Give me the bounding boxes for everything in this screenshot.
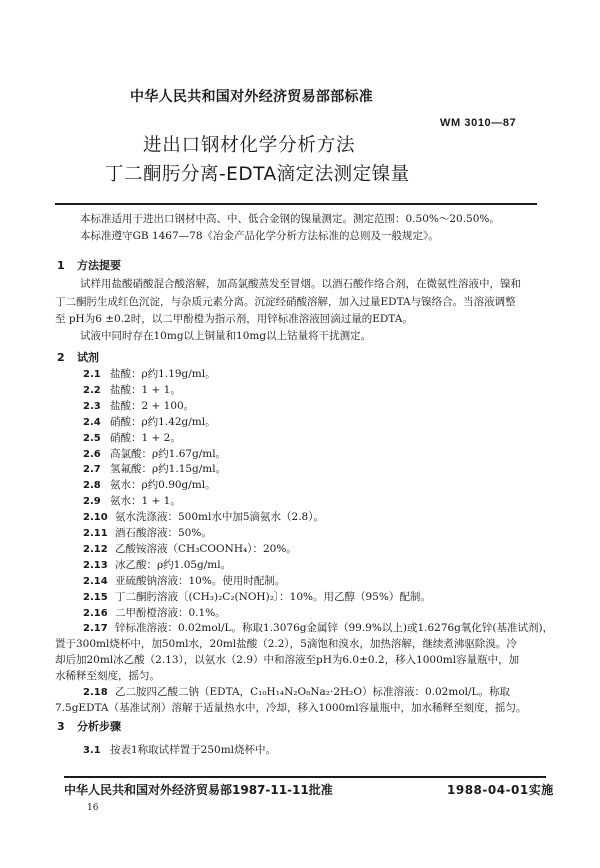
section-1-heading [57, 257, 121, 273]
item-text: 冰乙酸：ρ约1.05g/ml。 [115, 558, 232, 571]
reagent-item [83, 541, 297, 556]
item-text: 酒石酸溶液：50%。 [115, 527, 212, 540]
section-title: 试剂 [77, 351, 99, 364]
item-number: 2.3 [83, 400, 101, 412]
item-number: 2.6 [83, 448, 101, 460]
footer-divider [64, 776, 546, 778]
reagent-item [83, 398, 194, 413]
item-text: 二甲酚橙溶液：0.1%。 [115, 606, 226, 619]
reagent-item-continued: 7.5gEDTA（基准试剂）溶解于适量热水中，冷却，移入1000ml容量瓶中，加水稀释至刻度，摇匀。 [55, 702, 527, 714]
reagent-item-continued: 却后加20ml冰乙酸（2.13），以氨水（2.9）中和溶液至pH为6.0±0.2，移入1000ml容量瓶中，加 [55, 654, 520, 667]
item-number: 2.16 [83, 607, 108, 619]
scope-statement: 本标准适用于进出口钢材中高、中、低合金钢的镍量测定。测定范围：0.50%～20.50%。 [80, 213, 500, 225]
item-text: 乙酸铵溶液（CH₃COONH₄）：20%。 [115, 542, 297, 555]
header-divider [55, 203, 537, 205]
item-text: 丁二酮肟溶液〔(CH₃)₂C₂(NOH)₂〕：10%。用乙醇（95%）配制。 [115, 590, 431, 603]
item-number: 2.4 [83, 416, 101, 428]
reagent-item [83, 430, 181, 445]
item-number: 2.15 [83, 591, 108, 603]
paragraph-line: 试样用盐酸硝酸混合酸溶解，加高氯酸蒸发至冒烟。以酒石酸作络合剂，在微氨性溶液中，镍和 [80, 278, 521, 290]
section-number: 2 [57, 351, 65, 364]
approval-date: 中华人民共和国对外经济贸易部1987-11-11批准 [64, 783, 333, 797]
item-number: 2.11 [83, 528, 108, 540]
paragraph-line: 至 pH为6 ±0.2时，以二甲酚橙为指示剂，用锌标准溶液回滴过量的EDTA。 [55, 313, 413, 325]
item-text: 盐酸：ρ约1.19g/ml。 [110, 368, 216, 380]
item-number: 2.9 [83, 496, 101, 508]
page-number: 16 [87, 803, 99, 813]
reagent-item-continued: 水稀释至刻度，摇匀。 [55, 670, 160, 683]
reagent-item [83, 493, 181, 508]
section-title: 方法提要 [77, 259, 121, 272]
reagent-item [83, 366, 216, 381]
procedure-item [83, 742, 276, 757]
item-text: 盐酸：1 + 1。 [110, 383, 181, 396]
item-number: 2.1 [83, 369, 101, 380]
reagent-item-continued: 置于300ml烧杯中，加50ml水，20ml盐酸（2.2），5滴饱和溴水，加热溶解，继续煮沸驱除溴。冷 [55, 638, 517, 651]
standard-code: WM 3010—87 [440, 117, 517, 129]
effective-date: 1988-04-01实施 [447, 783, 554, 797]
item-text: 硝酸：ρ约1.42g/ml。 [110, 415, 216, 428]
item-text: 氢氟酸：ρ约1.15g/ml。 [110, 463, 227, 476]
reagent-item [83, 573, 285, 588]
item-number: 2.5 [83, 432, 101, 444]
reagent-item [83, 509, 324, 524]
item-text: 乙二胺四乙酸二钠（EDTA，C₁₀H₁₄N₂O₈Na₂·2H₂O）标准溶液：0.02mol/L。称取 [115, 686, 511, 699]
reagent-item [83, 684, 510, 699]
document-title-line1: 进出口钢材化学分析方法 [143, 135, 356, 156]
section-number: 1 [57, 259, 65, 272]
section-title: 分析步骤 [77, 720, 121, 733]
item-text: 氨水：ρ约0.90g/ml。 [110, 479, 216, 492]
paragraph-line: 试液中同时存在10mg以上铜量和10mg以上钴量将干扰测定。 [80, 330, 372, 342]
reagent-item [83, 525, 212, 540]
reagent-item [83, 477, 216, 492]
item-text: 氨水：1 + 1。 [110, 495, 181, 508]
item-number: 2.10 [83, 512, 108, 524]
item-number: 2.17 [83, 623, 108, 635]
item-text: 氨水洗涤液：500ml水中加5滴氨水（2.8）。 [115, 511, 324, 524]
item-number: 2.18 [83, 687, 108, 699]
item-number: 2.12 [83, 543, 108, 555]
reagent-item [83, 557, 231, 572]
compliance-statement: 本标准遵守GB 1467—78《冶金产品化学分析方法标准的总则及一般规定》。 [80, 230, 439, 242]
item-text: 硝酸：1 + 2。 [110, 431, 181, 444]
issuing-authority: 中华人民共和国对外经济贸易部部标准 [130, 89, 374, 105]
reagent-item [83, 414, 216, 429]
item-text: 按表1称取试样置于250ml烧杯中。 [110, 744, 277, 756]
item-text: 亚硫酸钠溶液：10%。使用时配制。 [115, 574, 286, 587]
reagent-item [83, 605, 226, 620]
section-number: 3 [57, 720, 65, 733]
reagent-item [83, 382, 181, 397]
item-number: 2.7 [83, 464, 101, 476]
item-number: 2.14 [83, 575, 108, 587]
item-number: 3.1 [83, 745, 101, 756]
section-2-heading [57, 349, 99, 365]
section-3-heading [57, 718, 121, 734]
reagent-item [83, 461, 226, 476]
paragraph-line: 丁二酮肟生成红色沉淀，与杂质元素分离。沉淀经硝酸溶解，加入过量EDTA与镍络合。当溶液调整 [55, 296, 516, 308]
document-title-line2: 丁二酮肟分离-EDTA滴定法测定镍量 [105, 164, 410, 185]
reagent-item [83, 446, 226, 461]
item-text: 锌标准溶液：0.02mol/L。称取1.3076g金属锌（99.9%以上)或1.6276g氧化锌(基准试剂)， [115, 622, 554, 635]
reagent-item [83, 589, 431, 604]
item-number: 2.2 [83, 384, 101, 396]
reagent-item [83, 620, 553, 635]
item-number: 2.13 [83, 559, 108, 571]
item-text: 盐酸：2 + 100。 [110, 399, 195, 412]
item-number: 2.8 [83, 480, 101, 492]
item-text: 高氯酸：ρ约1.67g/ml。 [110, 447, 227, 460]
